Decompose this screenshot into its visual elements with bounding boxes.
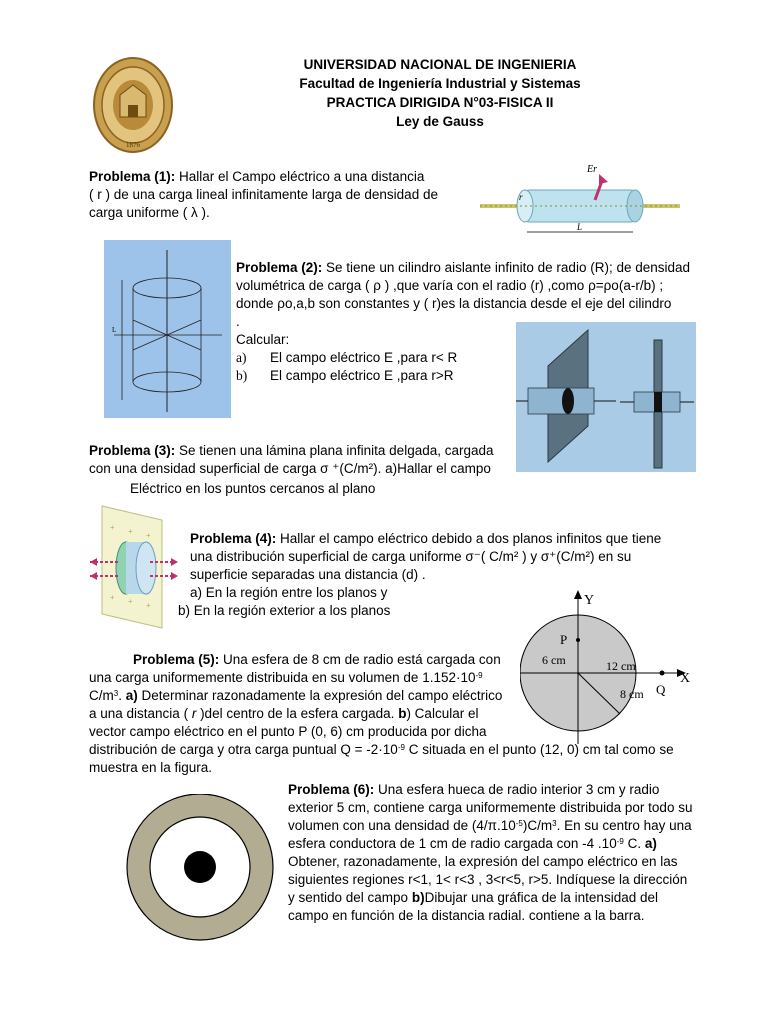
svg-text:Y: Y <box>584 593 595 608</box>
problem-5-title: Problema (5): <box>133 652 220 667</box>
problem-4-item-b: b) En la región exterior a los planos <box>178 603 391 618</box>
svg-text:+: + <box>128 527 133 536</box>
problem-3-line2: con una densidad superficial de carga σ ⁺(C/m²). a)Hallar el campo <box>89 461 491 476</box>
hollow-sphere-figure <box>125 794 275 944</box>
svg-text:+: + <box>146 531 151 540</box>
university-title: UNIVERSIDAD NACIONAL DE INGENIERIA <box>303 57 577 72</box>
problem-3 <box>89 442 519 498</box>
svg-text:+: + <box>110 523 115 532</box>
problem-2-line4: . <box>236 314 240 329</box>
problem-4-title: Problema (4): <box>190 531 277 546</box>
problem-5-line1: Una esfera de 8 cm de radio está cargada con <box>219 652 501 667</box>
problem-2-line2: volumétrica de carga ( ρ ) ,que varía con el radio (r) ,como ρ=ρo(a-r/b) ; <box>236 278 664 293</box>
problem-3-line1: Se tienen una lámina plana infinita delgada, cargada <box>175 443 494 458</box>
problem-4-line1: Hallar el campo eléctrico debido a dos planos infinitos que tiene <box>276 531 662 546</box>
problem-3-title: Problema (3): <box>89 443 176 458</box>
svg-text:r: r <box>519 192 523 202</box>
problem-5-line4: a una distancia ( r )del centro de la esfera cargada. b) Calcular el <box>89 706 479 721</box>
problem-5-line6: distribución de carga y otra carga puntual $Q = -2\cdot 10^{-9}$ C situada en el punto (12, 0) cm tal como se <box>89 742 674 757</box>
problem-6 <box>288 781 698 925</box>
problem-6-line7: y sentido del campo b)Dibujar una gráfica de la intensidad del <box>288 890 658 905</box>
problem-5-line7: muestra en la figura. <box>89 760 213 775</box>
problem-5-continued <box>89 741 709 777</box>
svg-text:12 cm: 12 cm <box>606 659 636 673</box>
faculty-title: Facultad de Ingeniería Industrial y Sistemas <box>299 76 581 91</box>
problem-2-calc: Calcular: <box>236 332 290 347</box>
problem-4-line3: superficie separadas una distancia (d) . <box>190 567 426 582</box>
problem-5-line5: vector campo eléctrico en el punto P (0, 6) cm producida por dicha <box>89 724 487 739</box>
svg-text:+: + <box>110 593 115 602</box>
problem-1-line2: ( r ) de una carga lineal infinitamente larga de densidad de <box>89 187 438 202</box>
problem-6-line2: exterior 5 cm, contiene carga uniformemente distribuida por todo su <box>288 800 693 815</box>
problem-5-line3: $C/m^3$. a) Determinar razonadamente la expresión del campo eléctrico <box>89 688 503 703</box>
problem-2-line3: donde ρo,a,b son constantes y ( r)es la distancia desde el eje del cilindro <box>236 296 672 311</box>
problem-2-line1: Se tiene un cilindro aislante infinito de radio (R); de densidad <box>322 260 691 275</box>
university-seal-logo <box>92 55 174 155</box>
svg-text:+: + <box>128 597 133 606</box>
svg-text:L: L <box>577 222 583 232</box>
problem-5 <box>89 651 509 741</box>
problem-1-title: Problema (1): <box>89 169 176 184</box>
charged-plane-figure <box>516 322 696 472</box>
problem-6-line6: siguientes regiones r<1, 1< r<3 , 3<r<5, r>5. Indíquese la dirección <box>288 872 688 887</box>
svg-text:Q: Q <box>656 682 666 697</box>
problem-4-line2: una distribución superficial de carga uniforme σ⁻( C/m² ) y σ⁺(C/m²) en su <box>190 549 632 564</box>
svg-text:X: X <box>680 671 691 686</box>
problem-6-line4: esfera conductora de 1 cm de radio cargada con -4 $.10^{-9}$ C. a) <box>288 836 657 851</box>
svg-text:8 cm: 8 cm <box>620 687 644 701</box>
pillbox-plane-figure <box>90 500 178 630</box>
problem-6-line8: campo en función de la distancia radial. contiene a la barra. <box>288 908 645 923</box>
problem-6-line1: Una esfera hueca de radio interior 3 cm y radio <box>374 782 660 797</box>
topic-title: Ley de Gauss <box>396 114 484 129</box>
problem-2-item-a: a) El campo eléctrico E ,para r< R <box>236 350 458 365</box>
problem-1-line1: Hallar el Campo eléctrico a una distancia <box>175 169 425 184</box>
svg-text:6 cm: 6 cm <box>542 653 566 667</box>
problem-1 <box>89 168 469 222</box>
svg-text:P: P <box>560 632 568 647</box>
problem-6-title: Problema (6): <box>288 782 375 797</box>
problem-3-line3: Eléctrico en los puntos cercanos al plano <box>130 481 376 496</box>
problem-6-line5: Obtener, razonadamente, la expresión del campo eléctrico en las <box>288 854 678 869</box>
sphere-axes-figure <box>520 586 700 746</box>
problem-1-line3: carga uniforme ( λ ). <box>89 205 210 220</box>
svg-text:Er: Er <box>587 164 597 175</box>
problem-5-line2: una carga uniformemente distribuida en su volumen de $1.152\cdot 10^{-9}$ <box>89 670 483 685</box>
line-charge-cylinder-figure <box>475 160 685 240</box>
problem-4-item-a: a) En la región entre los planos y <box>190 585 388 600</box>
problem-2-item-b: b) El campo eléctrico E ,para r>R <box>236 368 454 383</box>
cylinder-gauss-figure <box>104 240 231 418</box>
svg-text:L: L <box>112 326 117 334</box>
practice-title: PRACTICA DIRIGIDA N°03-FISICA II <box>326 95 554 110</box>
problem-2-title: Problema (2): <box>236 260 323 275</box>
svg-text:1876: 1876 <box>126 141 140 149</box>
svg-text:+: + <box>146 601 151 610</box>
problem-6-line3: volumen con una densidad de $(4/\pi.10^{-5})C/m^3$. En su centro hay una <box>288 818 692 833</box>
